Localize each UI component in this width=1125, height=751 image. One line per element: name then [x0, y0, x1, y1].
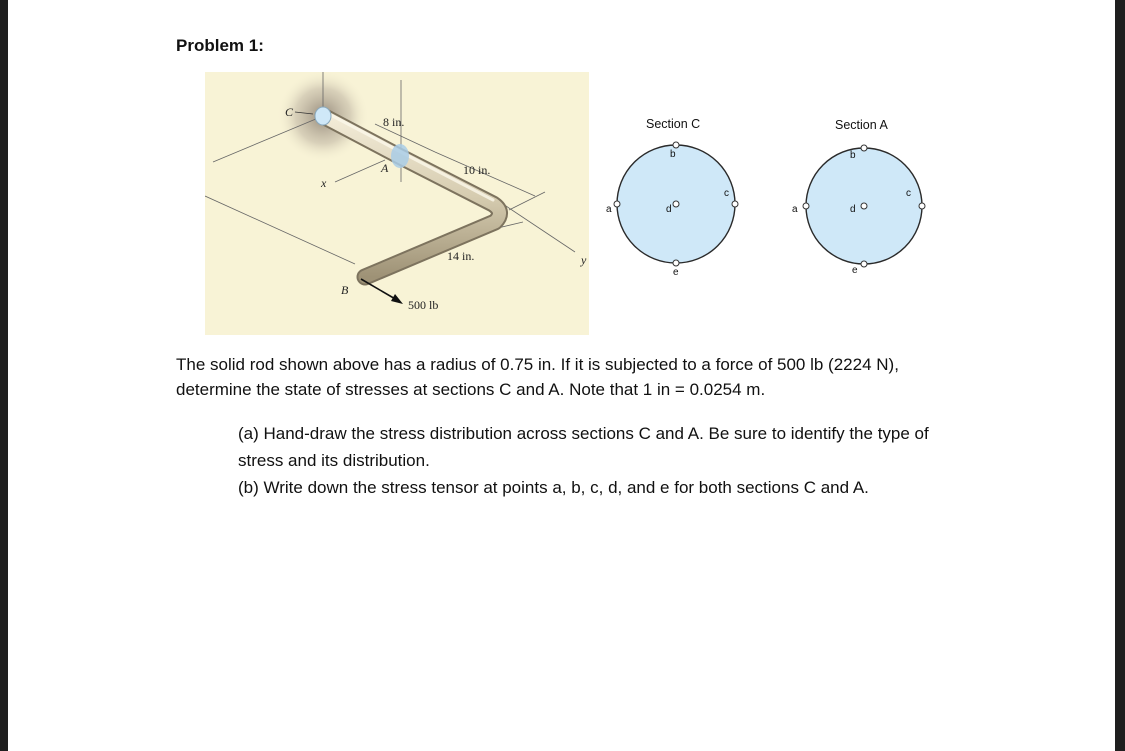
cross-sections	[600, 108, 940, 288]
section-a-title: Section A	[835, 118, 888, 132]
force-arrow	[361, 279, 397, 300]
section-a-label-e: e	[852, 265, 858, 276]
section-c-label-c: c	[724, 188, 729, 199]
task-b: (b) Write down the stress tensor at points a, b, c, d, and e for both sections C and A.	[238, 478, 869, 497]
label-a: A	[381, 161, 389, 175]
rod-figure	[205, 72, 589, 335]
label-x: x	[321, 176, 327, 190]
section-a-label-d: d	[850, 204, 856, 215]
section-c-point-d	[673, 201, 679, 207]
section-c-point-e	[673, 260, 679, 266]
section-c-label-a: a	[606, 204, 612, 215]
dim-8in: 8 in.	[383, 115, 405, 129]
section-c-title: Section C	[646, 117, 701, 131]
section-a-marker	[391, 144, 409, 168]
section-a-diagram	[792, 118, 925, 276]
label-y: y	[581, 253, 587, 267]
section-a-point-a	[803, 203, 809, 209]
section-c-label-b: b	[670, 149, 676, 160]
section-c-diagram	[606, 117, 738, 278]
section-a-label-c: c	[906, 188, 911, 199]
section-c-label-e: e	[673, 267, 679, 278]
section-c-point-c	[732, 201, 738, 207]
dim-14in: 14 in.	[447, 249, 475, 263]
section-c-label-d: d	[666, 204, 672, 215]
rod-diagram	[205, 72, 589, 335]
task-list	[238, 420, 958, 501]
section-c-point-b	[673, 142, 679, 148]
section-c-face	[315, 107, 331, 125]
section-a-point-b	[861, 145, 867, 151]
task-a: (a) Hand-draw the stress distribution across sections C and A. Be sure to identify the type of stress and its distribution.	[238, 424, 929, 470]
problem-heading: Problem 1:	[176, 36, 264, 55]
section-c-point-a	[614, 201, 620, 207]
section-a-point-e	[861, 261, 867, 267]
dim-10in: 10 in.	[463, 163, 491, 177]
label-c: C	[285, 105, 294, 119]
document-page	[8, 0, 1115, 751]
section-a-label-b: b	[850, 150, 856, 161]
section-a-point-c	[919, 203, 925, 209]
label-b: B	[341, 283, 349, 297]
force-label: 500 lb	[408, 298, 439, 312]
problem-statement: The solid rod shown above has a radius of 0.75 in. If it is subjected to a force of 500 lb (2224 N), determine the state of stresses at sections C and A. Note that 1 in = 0.0254 m.	[176, 355, 899, 399]
section-a-point-d	[861, 203, 867, 209]
section-a-label-a: a	[792, 204, 798, 215]
